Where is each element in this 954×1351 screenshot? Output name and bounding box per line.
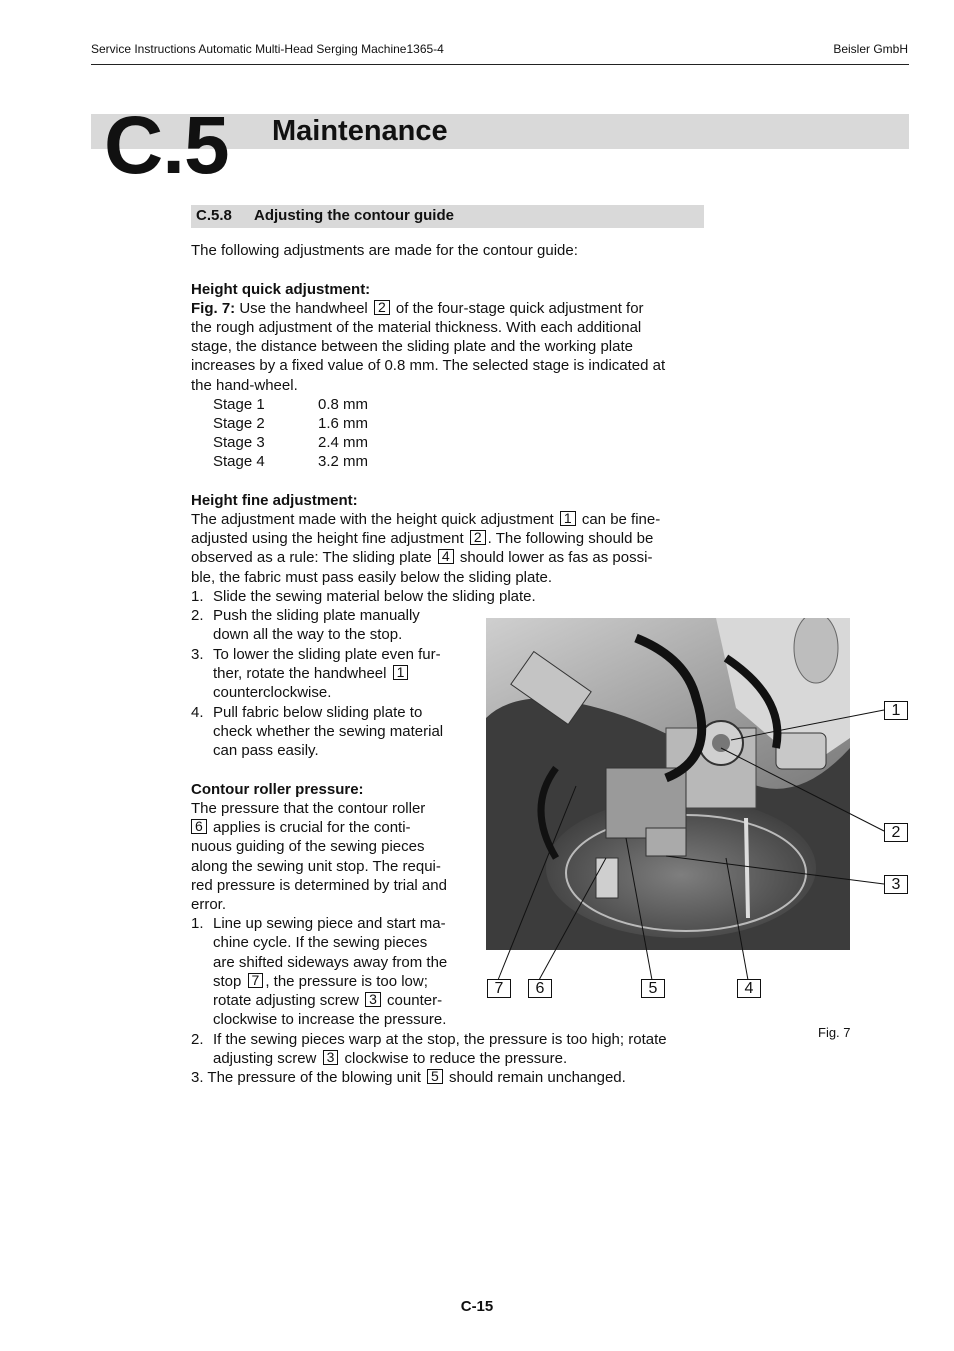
running-header-title: Service Instructions Automatic Multi-Head Serging Machine1365-4 <box>91 42 444 56</box>
height-quick-line2: the rough adjustment of the material thickness. With each additional <box>191 319 642 336</box>
height-quick-line4: increases by a fixed value of 0.8 mm. The selected stage is indicated at <box>191 357 666 374</box>
list-item: 1. Line up sewing piece and start ma- chine cycle. If the sewing pieces are shifted sideways away from the stop 7 , the pressure is too low; rotate adjusting screw 3 counter- clockwise to increase the pressure. <box>191 915 448 1028</box>
contour-line3: nuous guiding of the sewing pieces <box>191 838 425 855</box>
callout-6: 6 <box>528 979 552 998</box>
contour-line2: 6 applies is crucial for the conti- <box>191 818 411 837</box>
callout-7: 7 <box>487 979 511 998</box>
stage-row: Stage 1 0.8 mm <box>213 396 369 413</box>
list-item: 2. Push the sliding plate manually down all the way to the stop. <box>191 607 420 643</box>
contour-line4: along the sewing unit stop. The requi- <box>191 858 441 875</box>
height-quick-heading: Height quick adjustment: <box>191 281 371 298</box>
page-number: C-15 <box>460 1298 494 1315</box>
fig-ref: Fig. 7: <box>191 300 236 317</box>
list-item: 1. Slide the sewing material below the sliding plate. <box>191 588 536 605</box>
chapter-title: Maintenance <box>272 115 448 147</box>
height-fine-line1: The adjustment made with the height quick adjustment 1 can be fine- <box>191 510 661 528</box>
ref-box: 1 <box>393 665 409 680</box>
ref-box: 5 <box>427 1069 443 1084</box>
callout-3: 3 <box>884 875 908 894</box>
section-number: C.5.8 <box>196 207 232 224</box>
ref-box: 1 <box>560 511 576 526</box>
height-quick-line5: the hand-wheel. <box>191 377 298 394</box>
intro-paragraph: The following adjustments are made for the contour guide: <box>191 242 578 259</box>
height-quick-line1: Fig. 7: Use the handwheel 2 of the four-stage quick adjustment for <box>191 299 644 317</box>
height-fine-line2: adjusted using the height fine adjustment 2 . The following should be <box>191 529 654 547</box>
ref-box: 6 <box>191 819 207 834</box>
ref-box: 4 <box>438 549 454 564</box>
callout-2: 2 <box>884 823 908 842</box>
list-item: 3. To lower the sliding plate even fur- ther, rotate the handwheel 1 counterclockwise. <box>191 646 441 701</box>
contour-line1: The pressure that the contour roller <box>191 800 426 817</box>
contour-heading: Contour roller pressure: <box>191 781 364 798</box>
callout-leaders <box>486 618 906 998</box>
header-rule <box>91 64 909 65</box>
contour-step-3: 3. The pressure of the blowing unit 5 should remain unchanged. <box>191 1068 626 1086</box>
ref-box: 2 <box>470 530 486 545</box>
contour-line5: red pressure is determined by trial and <box>191 877 447 894</box>
callout-4: 4 <box>737 979 761 998</box>
stage-row: Stage 4 3.2 mm <box>213 453 369 470</box>
figure-caption: Fig. 7 <box>818 1025 851 1040</box>
list-item: 2. If the sewing pieces warp at the stop, the pressure is too high; rotate adjusting screw 3 clockwise to reduce the pressure. <box>191 1031 667 1067</box>
stage-row: Stage 2 1.6 mm <box>213 415 369 432</box>
ref-box: 2 <box>374 300 390 315</box>
height-fine-line4: ble, the fabric must pass easily below the sliding plate. <box>191 569 553 586</box>
callout-5: 5 <box>641 979 665 998</box>
callout-1: 1 <box>884 701 908 720</box>
section-title: Adjusting the contour guide <box>254 207 454 224</box>
chapter-number: C.5 <box>104 100 229 191</box>
ref-box: 3 <box>365 992 381 1007</box>
running-header-company: Beisler GmbH <box>833 42 908 56</box>
contour-line6: error. <box>191 896 227 913</box>
ref-box: 3 <box>323 1050 339 1065</box>
list-item: 4. Pull fabric below sliding plate to check whether the sewing material can pass easily. <box>191 704 444 759</box>
height-fine-heading: Height fine adjustment: <box>191 492 358 509</box>
stage-row: Stage 3 2.4 mm <box>213 434 369 451</box>
ref-box: 7 <box>248 973 264 988</box>
height-quick-line3: stage, the distance between the sliding plate and the working plate <box>191 338 633 355</box>
height-fine-line3: observed as a rule: The sliding plate 4 should lower as fas as possi- <box>191 548 653 566</box>
